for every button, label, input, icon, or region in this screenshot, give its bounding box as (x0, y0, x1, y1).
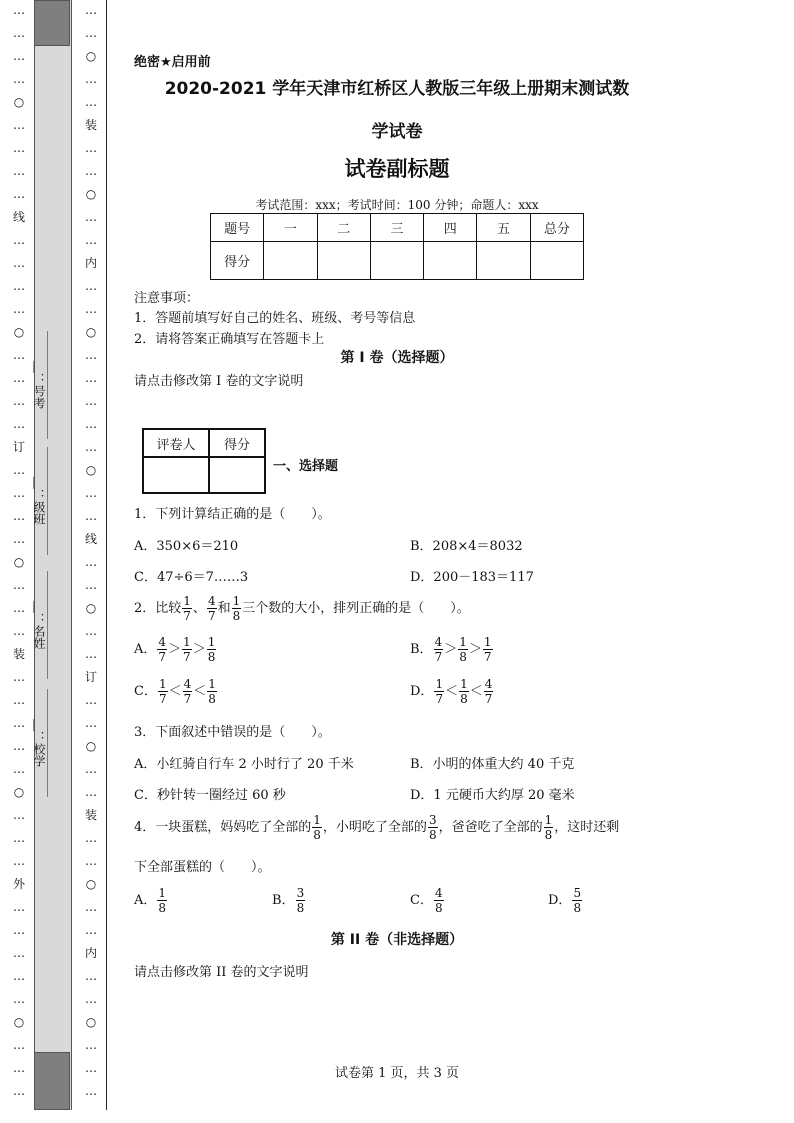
notes-item: 2．请将答案正确填写在答题卡上 (134, 332, 325, 347)
q1-option-b[interactable]: B．208×4＝8032 (410, 539, 523, 554)
dot-mark: … (13, 854, 25, 868)
circle-mark: ○ (85, 187, 97, 201)
dot-mark: … (13, 762, 25, 776)
dot-mark: … (85, 900, 97, 914)
q3-stem: 3．下面叙述中错误的是（ ）。 (134, 725, 331, 740)
dot-mark: … (13, 187, 25, 201)
fraction: $\frac{5}{8}$ (573, 886, 582, 915)
dot-mark: … (85, 486, 97, 500)
part2-title: 第 II 卷（非选择题） (330, 932, 464, 948)
dot-mark: … (13, 164, 25, 178)
dot-mark: … (13, 118, 25, 132)
q4-option-d[interactable]: D． $\frac{5}{8}$ (548, 886, 582, 915)
dot-mark: … (85, 992, 97, 1006)
dot-mark: … (13, 279, 25, 293)
dot-mark: … (85, 693, 97, 707)
page-footer: 试卷第 1 页，共 3 页 (334, 1066, 460, 1081)
grader-box (142, 428, 266, 494)
dot-mark: … (85, 210, 97, 224)
fraction: $\frac{1}{8}$ (208, 677, 216, 706)
dot-mark: … (85, 969, 97, 983)
dot-mark: … (85, 26, 97, 40)
fraction: $\frac{4}{7}$ (434, 635, 443, 664)
dot-mark: … (85, 417, 97, 431)
dot-mark: … (13, 26, 25, 40)
dot-mark: … (13, 1084, 25, 1098)
score-header-cell: 题号 (211, 214, 264, 242)
circle-mark: ○ (13, 325, 25, 339)
fraction: $\frac{1}{7}$ (483, 635, 492, 664)
dot-mark: … (13, 233, 25, 247)
q2-stem-suffix: 三个数的大小，排列正确的是（ ）。 (242, 601, 470, 616)
q3-option-c[interactable]: C．秒针转一圈经过 60 秒 (134, 788, 286, 803)
circle-mark: ○ (85, 49, 97, 63)
fraction: $\frac{4}{7}$ (207, 594, 216, 623)
binding-divider-line (106, 0, 107, 1110)
dot-mark: … (13, 693, 25, 707)
dot-mark: … (13, 624, 25, 638)
fraction: $\frac{1}{7}$ (158, 677, 167, 706)
dot-mark: … (85, 394, 97, 408)
notes-title: 注意事项： (134, 291, 200, 306)
dot-mark: … (85, 164, 97, 178)
q3-option-b[interactable]: B．小明的体重大约 40 千克 (410, 757, 575, 772)
margin-label: 线 (84, 532, 97, 546)
q4-option-b[interactable]: B． $\frac{3}{8}$ (272, 886, 305, 915)
dot-mark: … (85, 854, 97, 868)
circle-mark: ○ (13, 785, 25, 799)
fraction: $\frac{1}{7}$ (183, 635, 191, 664)
dot-mark: … (13, 900, 25, 914)
q2-option-a[interactable]: A． $\frac{4}{7}$ ＞ $\frac{1}{7}$ ＞ $\frac{1}{8}$ (134, 635, 216, 664)
q4-stem: 4．一块蛋糕，妈妈吃了全部的 $\frac{1}{8}$ ，小明吃了全部的 $\frac{3}{8}$ ，爸爸吃了全部的 $\frac{1}{8}$ ，这时还剩 (134, 813, 620, 842)
dot-mark: … (85, 716, 97, 730)
fraction: $\frac{4}{7}$ (158, 635, 167, 664)
score-header-cell: 三 (370, 214, 423, 242)
dot-mark: … (85, 3, 97, 17)
dot-mark: … (85, 624, 97, 638)
q2-option-c[interactable]: C． $\frac{1}{7}$ ＜ $\frac{4}{7}$ ＜ $\frac{1}{8}$ (134, 677, 216, 706)
dot-mark: … (85, 785, 97, 799)
fraction: $\frac{1}{7}$ (183, 594, 191, 623)
dot-mark: … (13, 394, 25, 408)
q3-option-a[interactable]: A．小红骑自行车 2 小时行了 20 千米 (134, 757, 354, 772)
dot-mark: … (85, 923, 97, 937)
dot-mark: … (13, 923, 25, 937)
dot-mark: … (85, 578, 97, 592)
fraction: $\frac{3}{8}$ (296, 886, 305, 915)
dot-mark: … (13, 417, 25, 431)
dot-mark: … (13, 670, 25, 684)
score-header-cell: 总分 (530, 214, 583, 242)
dot-mark: … (13, 302, 25, 316)
inner-dotted-column (83, 0, 99, 1110)
score-cell[interactable] (370, 242, 423, 280)
margin-label: 订 (12, 440, 25, 454)
dot-mark: … (13, 969, 25, 983)
score-cell[interactable] (477, 242, 530, 280)
dot-mark: … (13, 578, 25, 592)
dot-mark: … (13, 509, 25, 523)
dot-mark: … (85, 1061, 97, 1075)
q1-option-d[interactable]: D．200－183＝117 (410, 570, 534, 585)
dot-mark: … (85, 555, 97, 569)
dot-mark: … (85, 371, 97, 385)
exam-title: 2020-2021 学年天津市红桥区人教版三年级上册期末测试数 (164, 79, 630, 99)
dot-mark: … (85, 1084, 97, 1098)
score-header-cell: 一 (264, 214, 317, 242)
fraction: $\frac{1}{8}$ (207, 635, 216, 664)
secret-tag: 绝密★启用前 (134, 55, 211, 70)
circle-mark: ○ (85, 325, 97, 339)
circle-mark: ○ (13, 1015, 25, 1029)
score-row-label: 得分 (211, 242, 264, 280)
outer-dotted-column (11, 0, 27, 1110)
part1-desc: 请点击修改第 I 卷的文字说明 (134, 374, 304, 389)
circle-mark: ○ (13, 95, 25, 109)
q4-option-a[interactable]: A． $\frac{1}{8}$ (134, 886, 167, 915)
fraction: $\frac{1}{8}$ (459, 635, 467, 664)
student-field-0[interactable]: ＿＿＿＿＿＿＿＿＿＿：号考 (32, 331, 60, 439)
grader-label: 评卷人 (143, 429, 209, 457)
dot-mark: … (85, 1038, 97, 1052)
dot-mark: … (13, 371, 25, 385)
dot-mark: … (85, 348, 97, 362)
q2-sep: 、 (192, 601, 206, 616)
margin-label: 装 (84, 118, 97, 132)
margin-label: 内 (84, 256, 97, 270)
score-header-cell: 二 (317, 214, 370, 242)
q1-option-c[interactable]: C．47÷6＝7……3 (134, 570, 249, 585)
part2-desc: 请点击修改第 II 卷的文字说明 (134, 965, 309, 980)
student-field-3[interactable]: ＿＿＿＿＿＿＿＿＿＿：校学 (32, 689, 60, 797)
dot-mark: … (13, 601, 25, 615)
score-cell[interactable] (530, 242, 583, 280)
exam-info: 考试范围：xxx；考试时间：100 分钟；命题人：xxx (255, 198, 539, 212)
fraction: $\frac{1}{8}$ (232, 594, 241, 623)
dot-mark: … (85, 302, 97, 316)
score-cell[interactable] (424, 242, 477, 280)
q2-stem (134, 594, 470, 623)
fraction: $\frac{3}{8}$ (428, 813, 437, 842)
circle-mark: ○ (85, 601, 97, 615)
dot-mark: … (85, 647, 97, 661)
q4-option-c[interactable]: C． $\frac{4}{8}$ (410, 886, 443, 915)
fraction: $\frac{4}{7}$ (183, 677, 192, 706)
grader-score-cell[interactable] (209, 457, 265, 493)
dot-mark: … (13, 348, 25, 362)
q4-stem-line2: 下全部蛋糕的（ ）。 (134, 860, 271, 875)
margin-label: 装 (84, 808, 97, 822)
grader-score-label: 得分 (209, 429, 265, 457)
dot-mark: … (13, 946, 25, 960)
exam-subtitle: 试卷副标题 (344, 157, 450, 181)
dot-mark: … (85, 509, 97, 523)
circle-mark: ○ (13, 555, 25, 569)
notes-item: 1．答题前填写好自己的姓名、班级、考号等信息 (134, 311, 416, 326)
score-header-cell: 四 (424, 214, 477, 242)
margin-label: 外 (12, 877, 25, 891)
dot-mark: … (85, 440, 97, 454)
dot-mark: … (13, 256, 25, 270)
dot-mark: … (13, 3, 25, 17)
binding-top-block (34, 0, 70, 46)
dot-mark: … (85, 762, 97, 776)
dot-mark: … (13, 831, 25, 845)
fraction: $\frac{1}{8}$ (158, 886, 167, 915)
part1-title: 第 I 卷（选择题） (340, 350, 454, 366)
dot-mark: … (13, 739, 25, 753)
score-cell[interactable] (264, 242, 317, 280)
fraction: $\frac{1}{8}$ (544, 813, 553, 842)
dot-mark: … (13, 486, 25, 500)
dot-mark: … (85, 233, 97, 247)
dot-mark: … (13, 1061, 25, 1075)
margin-label: 订 (84, 670, 97, 684)
dot-mark: … (13, 463, 25, 477)
circle-mark: ○ (85, 739, 97, 753)
margin-label: 内 (84, 946, 97, 960)
margin-label: 装 (12, 647, 25, 661)
circle-mark: ○ (85, 463, 97, 477)
fraction: $\frac{1}{8}$ (460, 677, 468, 706)
dot-mark: … (13, 532, 25, 546)
dot-mark: … (85, 141, 97, 155)
q1-option-a[interactable]: A．350×6＝210 (134, 539, 239, 554)
dot-mark: … (85, 72, 97, 86)
binding-bottom-block (34, 1052, 70, 1110)
dot-mark: … (13, 808, 25, 822)
score-table (210, 213, 584, 280)
circle-mark: ○ (85, 1015, 97, 1029)
circle-mark: ○ (85, 877, 97, 891)
section1-title: 一、选择题 (273, 459, 339, 474)
dot-mark: … (13, 716, 25, 730)
margin-label: 线 (12, 210, 25, 224)
fraction: $\frac{4}{8}$ (434, 886, 443, 915)
fraction: $\frac{1}{8}$ (313, 813, 321, 842)
q2-stem-prefix: 2．比较 (134, 601, 182, 616)
q2-option-d[interactable]: D． $\frac{1}{7}$ ＜ $\frac{1}{8}$ ＜ $\frac{4}{7}$ (410, 677, 493, 706)
q1-stem: 1．下列计算结正确的是（ ）。 (134, 507, 331, 522)
student-field-2[interactable]: ＿＿＿＿＿＿＿＿＿＿：名姓 (32, 571, 60, 679)
fraction: $\frac{1}{7}$ (435, 677, 444, 706)
grader-name-cell[interactable] (143, 457, 209, 493)
dot-mark: … (85, 831, 97, 845)
score-cell[interactable] (317, 242, 370, 280)
q3-option-d[interactable]: D．1 元硬币大约厚 20 毫米 (410, 788, 575, 803)
dot-mark: … (85, 95, 97, 109)
q2-option-b[interactable]: B． $\frac{4}{7}$ ＞ $\frac{1}{8}$ ＞ $\frac{1}{7}$ (410, 635, 492, 664)
dot-mark: … (13, 1038, 25, 1052)
dot-mark: … (13, 72, 25, 86)
student-field-1[interactable]: ＿＿＿＿＿＿＿＿＿＿：级班 (32, 447, 60, 555)
dot-mark: … (85, 279, 97, 293)
exam-title-line2: 学试卷 (371, 122, 423, 142)
fraction: $\frac{4}{7}$ (484, 677, 493, 706)
dot-mark: … (13, 992, 25, 1006)
dot-mark: … (13, 49, 25, 63)
score-header-cell: 五 (477, 214, 530, 242)
q2-and: 和 (217, 601, 231, 616)
dot-mark: … (13, 141, 25, 155)
